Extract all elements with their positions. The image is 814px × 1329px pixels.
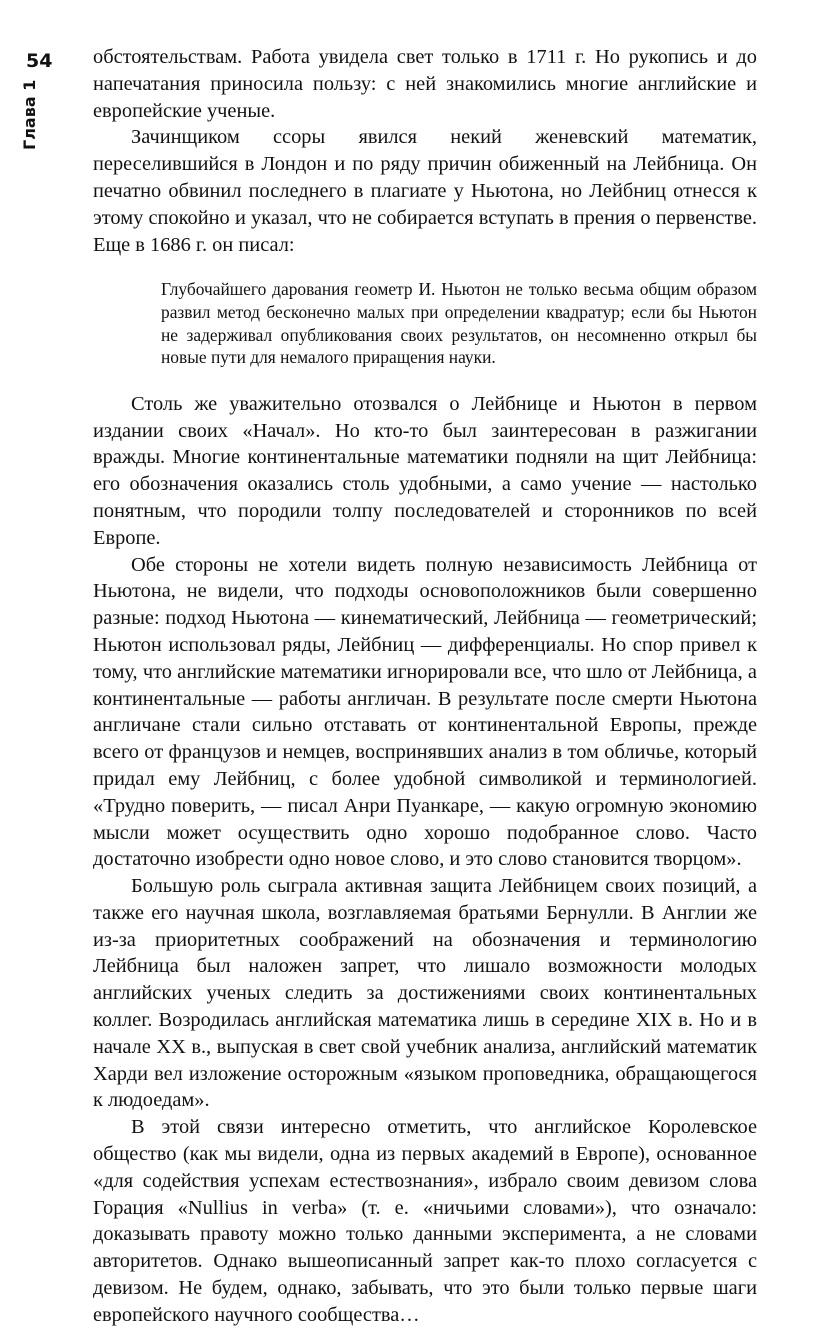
paragraph-4: Обе стороны не хотели видеть полную независимость Лейбница от Ньютона, не видели, что подходы основоположников были совершенно разные: подход Ньютона — кинематический, Лейбница — геометрический; Ньютон использовал ряды, Лейбниц — дифференциалы. Но спор привел к тому, что английские математики игнорировали все, что шло от Лейбница, а континентальные — работы англичан. В результате после смерти Ньютона англичане стали сильно отставать от континентальной Европы, прежде всего от французов и немцев, воспринявших анализ в том обличье, который придал ему Лейбниц, с более удобной символикой и терминологией. «Трудно поверить, — писал Анри Пуанкаре, — какую огромную экономию мысли может осуществить одно хорошо подобранное слово. Часто достаточно изобрести одно новое слово, и это слово становится творцом». xyxy=(93,553,757,871)
block-quote: Глубочайшего дарования геометр И. Ньютон не только весьма общим образом развил метод бесконечно малых при определении квадратур; если бы Ньютон не задерживал опубликования своих результатов, он несомненно открыл бы новые пути для немалого приращения науки. xyxy=(161,279,757,368)
paragraph-1: обстоятельствам. Работа увидела свет только в 1711 г. Но рукопись и до напечатания приносила пользу: с ней знакомились многие английские и европейские ученые. xyxy=(93,46,757,122)
paragraph-2: Зачинщиком ссоры явился некий женевский математик, переселившийся в Лондон и по ряду причин обиженный на Лейбница. Он печатно обвинил последнего в плагиате у Ньютона, но Лейбниц отнесся к этому спокойно и указал, что не собирается вступать в прения о первенстве. Еще в 1686 г. он писал: xyxy=(93,126,757,256)
paragraph-3: Столь же уважительно отозвался о Лейбнице и Ньютон в первом издании своих «Начал». Но кто-то был заинтересован в разжигании вражды. Многие континентальные математики подняли на щит Лейбница: его обозначения оказались столь удобными, а само учение — настолько понятным, что породили толпу последователей и сторонников по всей Европе. xyxy=(93,392,757,549)
paragraph-6: В этой связи интересно отметить, что английское Королевское общество (как мы видели, одна из первых академий в Европе), основанное «для содействия успехам естествознания», избрало своим девизом слова Горация «Nullius in verba» (т. е. «ничьими словами»), что означало: доказывать правоту можно только данными эксперимента, а не словами авторитетов. Однако вышеописанный запрет как-то плохо согласуется с девизом. Не будем, однако, забывать, что это были только первые шаги европейского научного сообщества… xyxy=(93,1116,757,1326)
paragraph-5: Большую роль сыграла активная защита Лейбницем своих позиций, а также его научная школа, возглавляемая братьями Бернулли. В Англии же из-за приоритетных соображений на обозначения и терминологию Лейбница был наложен запрет, что лишало возможности молодых английских ученых следить за достижениями своих континентальных коллег. Возродилась английская математика лишь в середине XIX в. Но и в начале XX в., выпуская в свет свой учебник анализа, английский математик Харди вел изложение осторожным «языком проповедника, обращающегося к людоедам». xyxy=(93,875,757,1112)
page-number: 54 xyxy=(26,50,53,72)
chapter-label: Глава 1 xyxy=(20,79,39,150)
page-body xyxy=(93,44,757,1329)
